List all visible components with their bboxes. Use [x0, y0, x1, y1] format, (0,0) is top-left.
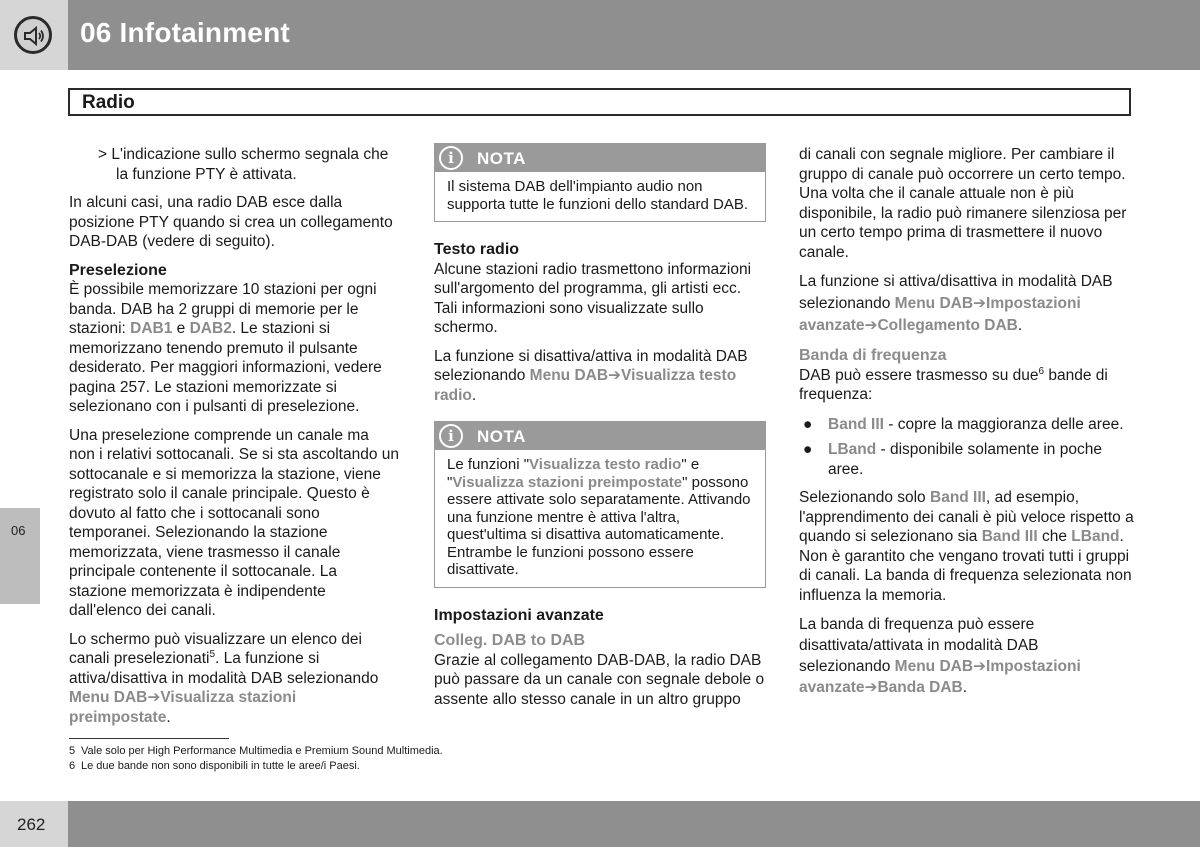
paragraph: DAB può essere trasmesso su due$^6$ bande di frequenza:	[799, 365, 1108, 403]
footer-bar	[0, 801, 1200, 847]
footnote: 5 Vale solo per High Performance Multimedia e Premium Sound Multimedia.	[69, 745, 443, 757]
arrow-right-icon: ➔	[973, 658, 987, 675]
paragraph: Grazie al collegamento DAB-DAB, la radio DAB può passare da un canale con segnale debole o assente allo stesso canale in un altro gruppo	[434, 651, 765, 708]
info-icon: i	[439, 424, 463, 448]
footnote-divider	[69, 738, 229, 739]
note-box	[434, 421, 766, 588]
list-item: ● Band III - copre la maggioranza delle aree.	[803, 415, 1124, 433]
bullet-icon: ●	[803, 415, 813, 433]
list-item: ● LBand - disponibile solamente in poche aree.	[803, 441, 1102, 478]
menu-path-item: Banda DAB	[877, 679, 963, 696]
heading-impostazioni-avanzate: Impostazioni avanzate	[434, 606, 604, 624]
note-header	[435, 144, 765, 172]
menu-path-item: Menu DAB	[894, 658, 974, 675]
page-number: 262	[17, 815, 46, 834]
footnote: 6 Le due bande non sono disponibili in tutte le aree/i Paesi.	[69, 760, 360, 772]
note-text: Le funzioni "Visualizza testo radio" e "Visualizza stazioni preimpostate" possono essere attivate solo separatamente. Attivando una funzione mentre è attiva l'altra, quest'ultima si disattiva automaticamente. Entrambe le funzioni possono essere disattivate.	[447, 456, 751, 578]
paragraph: In alcuni casi, una radio DAB esce dalla posizione PTY quando si crea un collegamento DAB-DAB (vedere di seguito).	[69, 194, 393, 250]
heading-banda-frequenza: Banda di frequenza	[799, 347, 947, 364]
section-bar	[68, 88, 1131, 116]
option-name: Visualizza testo radio	[529, 456, 682, 473]
note-text: Il sistema DAB dell'impianto audio non supporta tutte le funzioni dello standard DAB.	[447, 178, 749, 213]
menu-path-item: Impostazioni avanzate	[799, 658, 1081, 696]
bullet-icon: ●	[803, 441, 813, 458]
menu-path-item: Visualizza stazioni preimpostate	[69, 689, 297, 726]
dab2-label: DAB2	[189, 320, 232, 337]
arrow-right-icon: ➔	[147, 689, 161, 706]
heading-preselezione: Preselezione	[69, 261, 167, 279]
arrow-right-icon: ➔	[973, 295, 987, 312]
note-header	[435, 422, 765, 450]
speaker-icon	[14, 16, 52, 54]
dab1-label: DAB1	[130, 320, 173, 337]
paragraph: Una preselezione comprende un canale ma non i relativi sottocanali. Se si sta ascoltando un sottocanale e si memorizza la stazione, viene registrato solo il canale principale. Questo è dovuto al fatto che i sottocanali sono temporanei. Selezionando la stazione memorizzata, viene trasmesso il canale principale contenente il sottocanale. La stazione memorizzata è indipendente dall'elenco dei canali.	[69, 426, 399, 619]
option-name: Visualizza stazioni preimpostate	[452, 473, 683, 491]
menu-path-item: Visualizza testo radio	[434, 367, 737, 404]
pty-indicator-note: > L'indicazione sullo schermo segnala che la funzione PTY è attivata.	[98, 146, 389, 183]
section-title: Radio	[82, 92, 135, 113]
footnote-ref: 5	[209, 648, 216, 660]
footnotes	[69, 744, 443, 774]
paragraph: La funzione si attiva/disattiva in modalità DAB selezionando Menu DAB➔Impostazioni avanzate➔Collegamento DAB.	[799, 273, 1113, 334]
subheading-colleg-dab: Colleg. DAB to DAB	[434, 632, 586, 649]
paragraph: La funzione si disattiva/attiva in modalità DAB selezionando Menu DAB➔Visualizza testo radio.	[434, 347, 748, 404]
column-2	[434, 143, 766, 718]
footnote-ref: 6	[1038, 365, 1045, 377]
menu-path-item: Impostazioni avanzate	[799, 295, 1081, 334]
menu-path-item: Collegamento DAB	[877, 317, 1018, 334]
column-3	[799, 145, 1134, 707]
menu-path-item: Menu DAB	[69, 689, 148, 706]
note-label: NOTA	[477, 149, 526, 168]
menu-path-item: Menu DAB	[894, 295, 974, 312]
heading-testo-radio: Testo radio	[434, 241, 520, 258]
paragraph: Selezionando solo Band III, ad esempio, l'apprendimento dei canali è più veloce rispetto a quando si selezionano sia Band III che LBand. Non è garantito che vengano trovati tutti i gruppi di canali. La banda di frequenza selezionata non influenza la memoria.	[799, 489, 1134, 604]
note-box	[434, 143, 766, 222]
chapter-title: 06 Infotainment	[80, 17, 290, 48]
chapter-icon-box	[0, 0, 68, 70]
note-label: NOTA	[477, 427, 526, 446]
paragraph: È possibile memorizzare 10 stazioni per ogni banda. DAB ha 2 gruppi di memorie per le stazioni: DAB1 e DAB2. Le stazioni si memorizzano tenendo premuto il pulsante desiderato. Per maggiori informazioni, vedere pagina 257. Le stazioni memorizzate si selezionano con i pulsanti di preselezione.	[69, 281, 382, 415]
page-number-box	[0, 801, 68, 847]
paragraph: La banda di frequenza può essere disattivata/attivata in modalità DAB selezionando Menu DAB➔Impostazioni avanzate➔Banda DAB.	[799, 616, 1081, 696]
side-tab-label: 06	[11, 523, 26, 538]
paragraph: Lo schermo può visualizzare un elenco dei canali preselezionati$^5$. La funzione si attiva/disattiva in modalità DAB selezionando Menu DAB➔Visualizza stazioni preimpostate.	[69, 630, 379, 726]
arrow-right-icon: ➔	[864, 679, 878, 696]
menu-path-item: Menu DAB	[529, 367, 609, 384]
arrow-right-icon: ➔	[608, 367, 622, 384]
paragraph: Alcune stazioni radio trasmettono informazioni sull'argomento del programma, gli artisti ecc. Tali informazioni sono visualizzate sullo schermo.	[434, 260, 752, 336]
paragraph: di canali con segnale migliore. Per cambiare il gruppo di canale può occorrere un certo tempo. Una volta che il canale attuale non è più disponibile, la radio può rimanere silenziosa per un certo tempo prima di trasmettere il nuovo canale.	[799, 146, 1127, 261]
chapter-side-tab	[0, 508, 40, 604]
arrow-right-icon: ➔	[864, 317, 878, 334]
info-icon: i	[439, 146, 463, 170]
column-1	[69, 145, 399, 736]
